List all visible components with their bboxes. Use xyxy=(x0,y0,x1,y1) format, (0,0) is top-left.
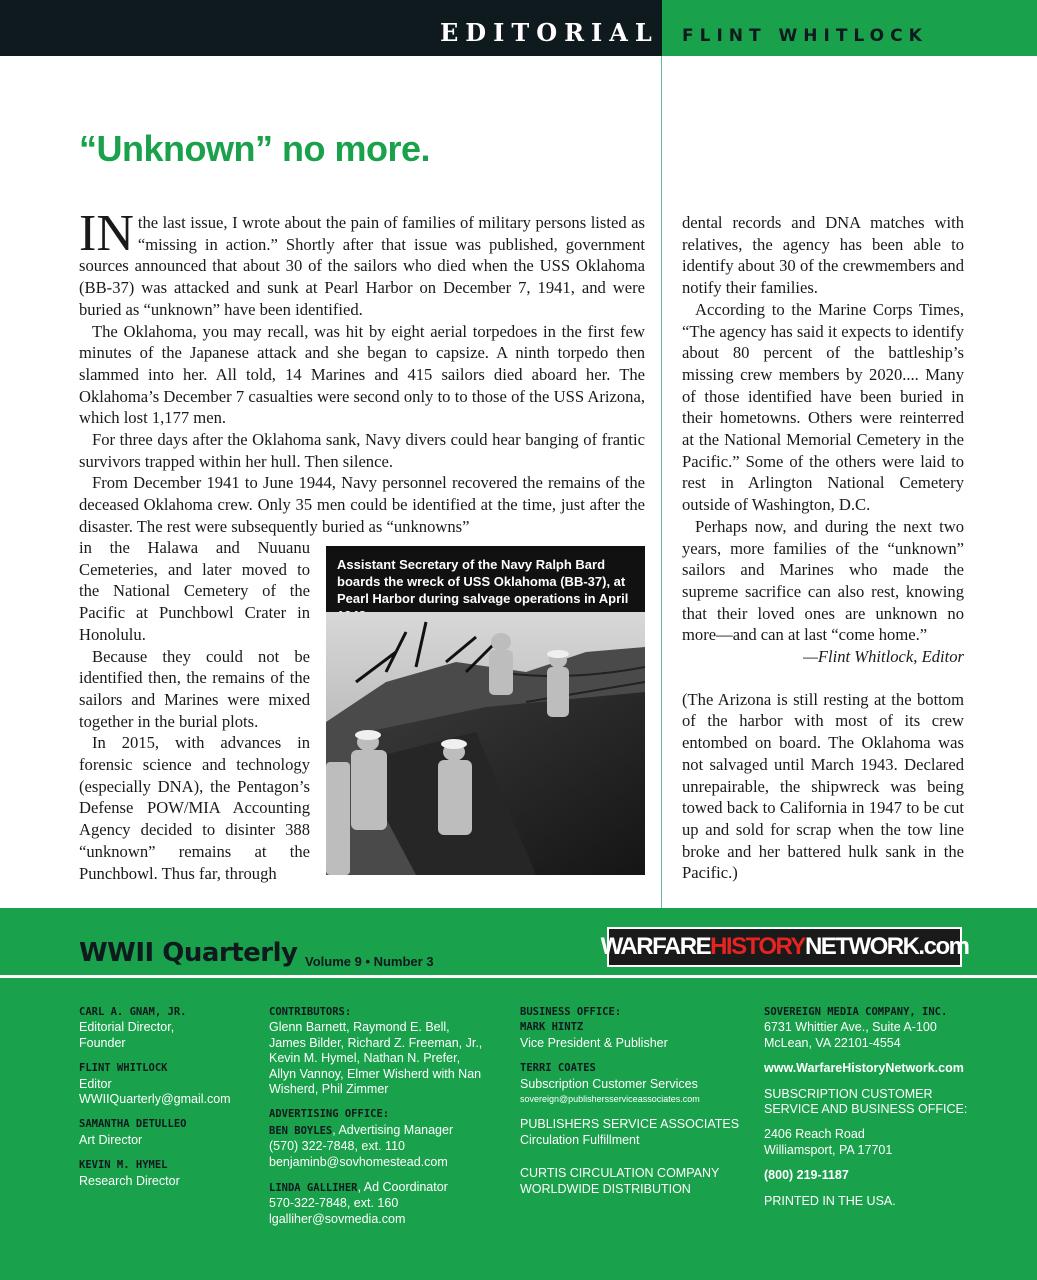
paragraph-8: Perhaps now, and during the next two years, more families of the “unknown” sailors and Marines who made the supreme sacrifice can also rest, knowing that their loved ones are unknown no more—and can at last “come home.” xyxy=(682,516,964,645)
phone-number: (800) 219-1187 xyxy=(764,1168,849,1183)
paragraph-3: For three days after the Oklahoma sank, Navy divers could hear banging of frantic survivors trapped within her hull. Then silence. xyxy=(79,430,645,471)
salvage-photo xyxy=(326,612,645,875)
paragraph-1 xyxy=(79,205,645,321)
magazine-title: WWII Quarterly xyxy=(79,938,298,968)
masthead-contributors: CONTRIBUTORS: Glenn Barnett, Raymond E. Bell, James Bilder, Richard Z. Freeman, Jr., Kevin M. Hymel, Nathan N. Prefer, Allyn Vannoy, Elmer Wisherd with Nan Wisherd, Phil Zimmer ADVERTISING OFFICE: BEN BOYLES, Advertising Manager (570) 322-7848, ext. 110 benjaminb@sovhomestead.com LINDA GALLIHER, Ad Coordinator 570-322-7848, ext. 160 lgalliher@sovmedia.com xyxy=(269,1005,489,1237)
printed-note: PRINTED IN THE USA. xyxy=(764,1193,896,1208)
section-label: EDITORIAL xyxy=(440,18,659,47)
paragraph-5: Because they could not be identified then, the remains of the sailors and Marines were mixed together in the burial plots. xyxy=(79,646,310,731)
page-title: “Unknown” no more. xyxy=(79,128,430,169)
staff-entry: SAMANTHA DETULLEO Art Director xyxy=(79,1118,187,1147)
paragraph-4: From December 1941 to June 1944, Navy personnel recovered the remains of the deceased Oklahoma crew. Only 35 men could be identified at the time, just after the disaster. The rest were subsequently buried as “unknowns” xyxy=(79,473,645,536)
article-column-1 xyxy=(79,205,645,538)
article-column-1-narrow xyxy=(79,537,310,884)
business-office-label: BUSINESS OFFICE: xyxy=(520,1006,622,1018)
warfare-history-network-logo[interactable]: WARFARE HISTORY NETWORK.com xyxy=(607,927,962,967)
paragraph-9: (The Arizona is still resting at the bottom of the harbor with most of its crew entombed on board. The Oklahoma was not salvaged until March 1943. Declared unrepairable, the shipwreck was being towed back to California in 1947 to be cut up and sold for scrap when the tow line broke and her battered hulk sank in the Pacific.) xyxy=(682,689,964,883)
paragraph-6-continued: dental records and DNA matches with relatives, the agency has been able to identify about 30 of the crewmembers and notify their families. xyxy=(682,213,964,298)
masthead-business: BUSINESS OFFICE: MARK HINTZ Vice President & Publisher TERRI COATES Subscription Customer Services sovereign@publishersserviceassociates.com PUBLISHERS SERVICE ASSOCIATES Circulation Fulfillment CURTIS CIRCULATION COMPANY WORLDWIDE DISTRIBUTION xyxy=(520,1005,745,1207)
contributors-list: Glenn Barnett, Raymond E. Bell, James Bilder, Richard Z. Freeman, Jr., Kevin M. Hymel, Nathan N. Prefer, Allyn Vannoy, Elmer Wisherd with Nan Wisherd, Phil Zimmer xyxy=(269,1020,483,1097)
masthead-staff xyxy=(79,1005,259,1199)
article-column-2 xyxy=(682,212,964,884)
staff-entry: CARL A. GNAM, JR. Editorial Director, Founder xyxy=(79,1006,187,1050)
issue-label: Volume 9 • Number 3 xyxy=(305,954,434,969)
paragraph-2: The Oklahoma, you may recall, was hit by eight aerial torpedoes in the first few minutes of the Japanese attack and she began to capsize. A ninth torpedo then slammed into her. All told, 14 Marines and 415 sailors died aboard her. The Oklahoma’s December 7 casualties were second only to to those of the USS Arizona, which lost 1,177 men. xyxy=(79,321,645,428)
staff-entry: FLINT WHITLOCK Editor WWIIQuarterly@gmail.com xyxy=(79,1062,231,1107)
company-name: SOVEREIGN MEDIA COMPANY, INC. xyxy=(764,1006,948,1018)
advertising-label: ADVERTISING OFFICE: xyxy=(269,1108,390,1121)
column-divider xyxy=(661,56,662,908)
contributors-label: CONTRIBUTORS: xyxy=(269,1006,352,1018)
paragraph-7: According to the Marine Corps Times, “The agency has said it expects to identify about 80 percent of the battleship’s missing crew members by 2020.... Many of those identified have been buried in their hometowns. Others were reinterred at the National Memorial Cemetery in the Pacific.” Some of the others were laid to rest in Arlington National Cemetery outside of Washington, D.C. xyxy=(682,299,964,515)
staff-entry: KEVIN M. HYMEL Research Director xyxy=(79,1159,180,1188)
author-label: FLINT WHITLOCK xyxy=(682,26,928,46)
website-link[interactable]: www.WarfareHistoryNetwork.com xyxy=(764,1061,964,1076)
paragraph-1-text: the last issue, I wrote about the pain of families of military persons listed as “missing in action.” Shortly after that issue was published, government sources announced that about 30 of the sailors who died when the USS Oklahoma (BB-37) was attacked and sunk at Pearl Harbor on December 7, 1941, and were buried as “unknown” have been identified. xyxy=(79,213,645,319)
drop-cap: IN xyxy=(79,205,134,262)
signature: —Flint Whitlock, Editor xyxy=(803,647,964,667)
photo-figure xyxy=(326,546,645,875)
paragraph-4-continued: in the Halawa and Nuuanu Cemeteries, and later moved to the National Cemetery of the Pacific at Punchbowl Crater in Honolulu. xyxy=(79,538,310,644)
masthead-company: SOVEREIGN MEDIA COMPANY, INC. 6731 Whittier Ave., Suite A-100 McLean, VA 22101-4554 www.WarfareHistoryNetwork.com SUBSCRIPTION CUSTOMER SERVICE AND BUSINESS OFFICE: 2406 Reach Road Williamsport, PA 17701 (800) 219-1187 PRINTED IN THE USA. xyxy=(764,1005,994,1219)
photo-caption: Assistant Secretary of the Navy Ralph Bard boards the wreck of USS Oklahoma (BB-37), at Pearl Harbor during salvage operations in April xyxy=(337,557,629,606)
paragraph-6: In 2015, with advances in forensic science and technology (especially DNA), the Pentagon’s Defense POW/MIA Accounting Agency decided to disinter 388 “unknown” remains at the Punchbowl. Thus far, through xyxy=(79,733,310,883)
